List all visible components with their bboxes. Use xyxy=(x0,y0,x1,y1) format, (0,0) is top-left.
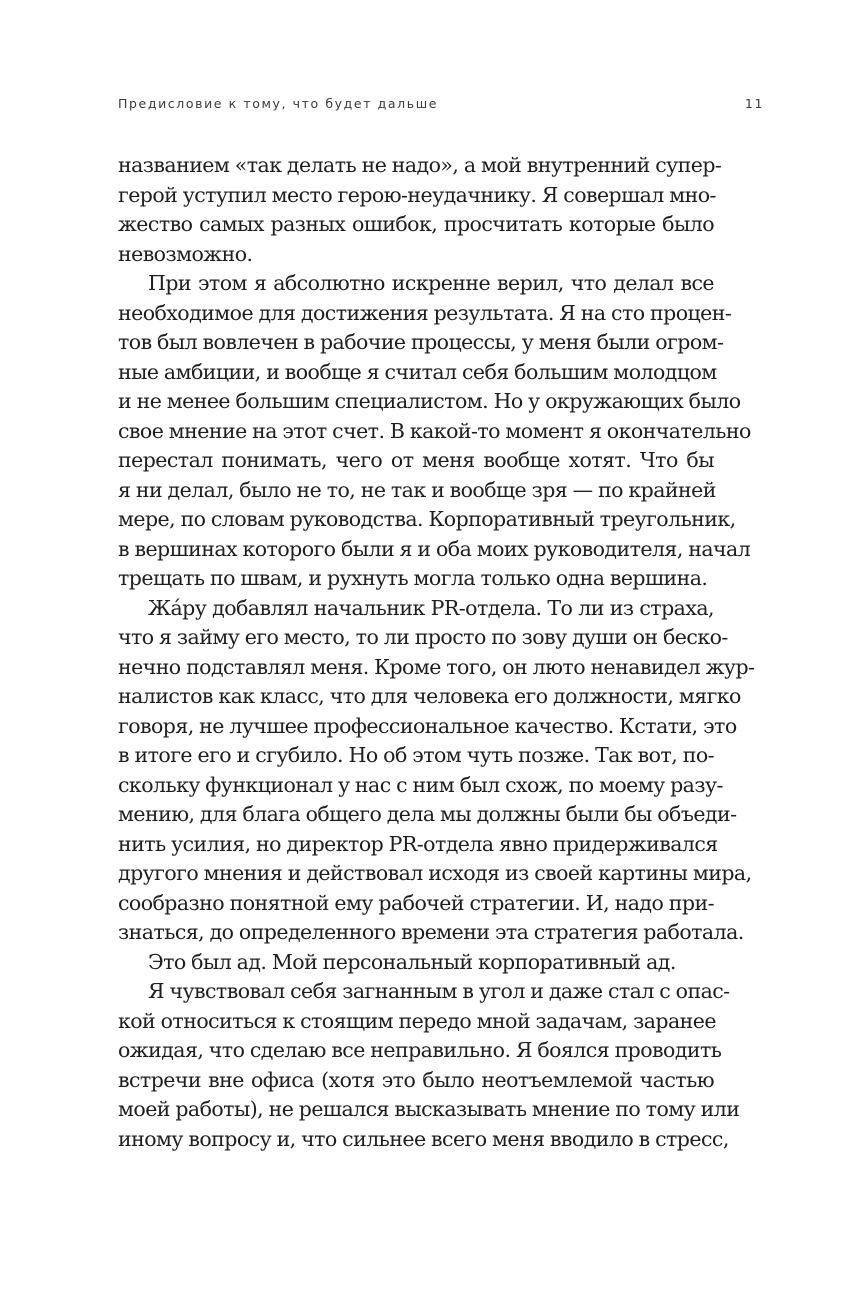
running-head-title: Предисловие к тому, что будет дальше xyxy=(118,96,439,111)
text-line: встречи вне офиса (хотя это было неотъемлемой частью xyxy=(118,1067,714,1092)
paragraph xyxy=(118,151,722,269)
text-line: При этом я абсолютно искренне верил, что делал все xyxy=(148,271,714,295)
text-line: Я чувствовал себя загнанным в угол и даже стал с опас- xyxy=(148,979,730,1003)
text-line: необходимое для достижения результата. Я на сто процен- xyxy=(118,300,732,325)
text-line: и не менее большим специалистом. Но у окружающих было xyxy=(118,389,741,413)
text-line: кой относиться к стоящим передо мной задачам, заранее xyxy=(118,1008,716,1033)
text-line: другого мнения и действовал исходя из своей картины мира, xyxy=(118,861,752,885)
text-line: знаться, до определенного времени эта стратегия работала. xyxy=(118,920,744,944)
text-line: свое мнение на этот счет. В какой-то момент я окончательно xyxy=(118,418,751,443)
text-line: названием «так делать не надо», а мой внутренний супер- xyxy=(118,153,722,177)
text-line: я ни делал, было не то, не так и вообще зря — по крайней xyxy=(118,477,716,502)
text-line: говоря, не лучшее профессиональное качество. Кстати, это xyxy=(118,713,737,738)
text-line: нечно подставлял меня. Кроме того, он люто ненавидел жур- xyxy=(118,654,755,679)
paragraph xyxy=(118,977,740,1154)
text-line: перестал понимать, чего от меня вообще хотят. Что бы xyxy=(118,448,714,472)
text-line: в вершинах которого были я и оба моих руководителя, начал xyxy=(118,536,751,561)
text-line: сообразно понятной ему рабочей стратегии. И, надо при- xyxy=(118,890,714,915)
text-line: иному вопросу и, что сильнее всего меня вводило в стресс, xyxy=(118,1126,729,1151)
page-number: 11 xyxy=(744,96,764,111)
text-line: Это был ад. Мой персональный корпоративный ад. xyxy=(148,949,676,974)
text-line: Жáру добавлял начальник PR-отдела. То ли из страха, xyxy=(148,595,714,620)
text-line: ные амбиции, и вообще я считал себя большим молодцом xyxy=(118,359,717,384)
body-text xyxy=(118,151,755,1154)
text-line: нить усилия, но директор PR-отдела явно придерживался xyxy=(118,831,718,856)
text-line: ожидая, что сделаю все неправильно. Я боялся проводить xyxy=(118,1038,722,1062)
text-line: скольку функционал у нас с ним был схож, по моему разу- xyxy=(118,772,723,797)
text-line: трещать по швам, и рухнуть могла только одна вершина. xyxy=(118,566,708,590)
text-line: в итоге его и сгубило. Но об этом чуть позже. Так вот, по- xyxy=(118,743,714,767)
text-line: мению, для блага общего дела мы должны были бы объеди- xyxy=(118,802,737,826)
text-line: что я займу его место, то ли просто по зову души он беско- xyxy=(118,625,728,649)
text-line: герой уступил место герою-неудачнику. Я совершал мно- xyxy=(118,182,716,207)
paragraph xyxy=(118,594,755,948)
text-line: тов был вовлечен в рабочие процессы, у меня были огром- xyxy=(118,330,724,354)
text-line: жество самых разных ошибок, просчитать которые было xyxy=(118,212,714,236)
text-line: мере, по словам руководства. Корпоративный треугольник, xyxy=(118,507,736,531)
paragraph xyxy=(118,269,751,594)
running-head xyxy=(118,96,764,116)
text-line: моей работы), не решался высказывать мнение по тому или xyxy=(118,1097,740,1121)
text-line: невозможно. xyxy=(118,241,253,266)
text-line: налистов как класс, что для человека его должности, мягко xyxy=(118,684,741,708)
paragraph xyxy=(118,948,714,978)
